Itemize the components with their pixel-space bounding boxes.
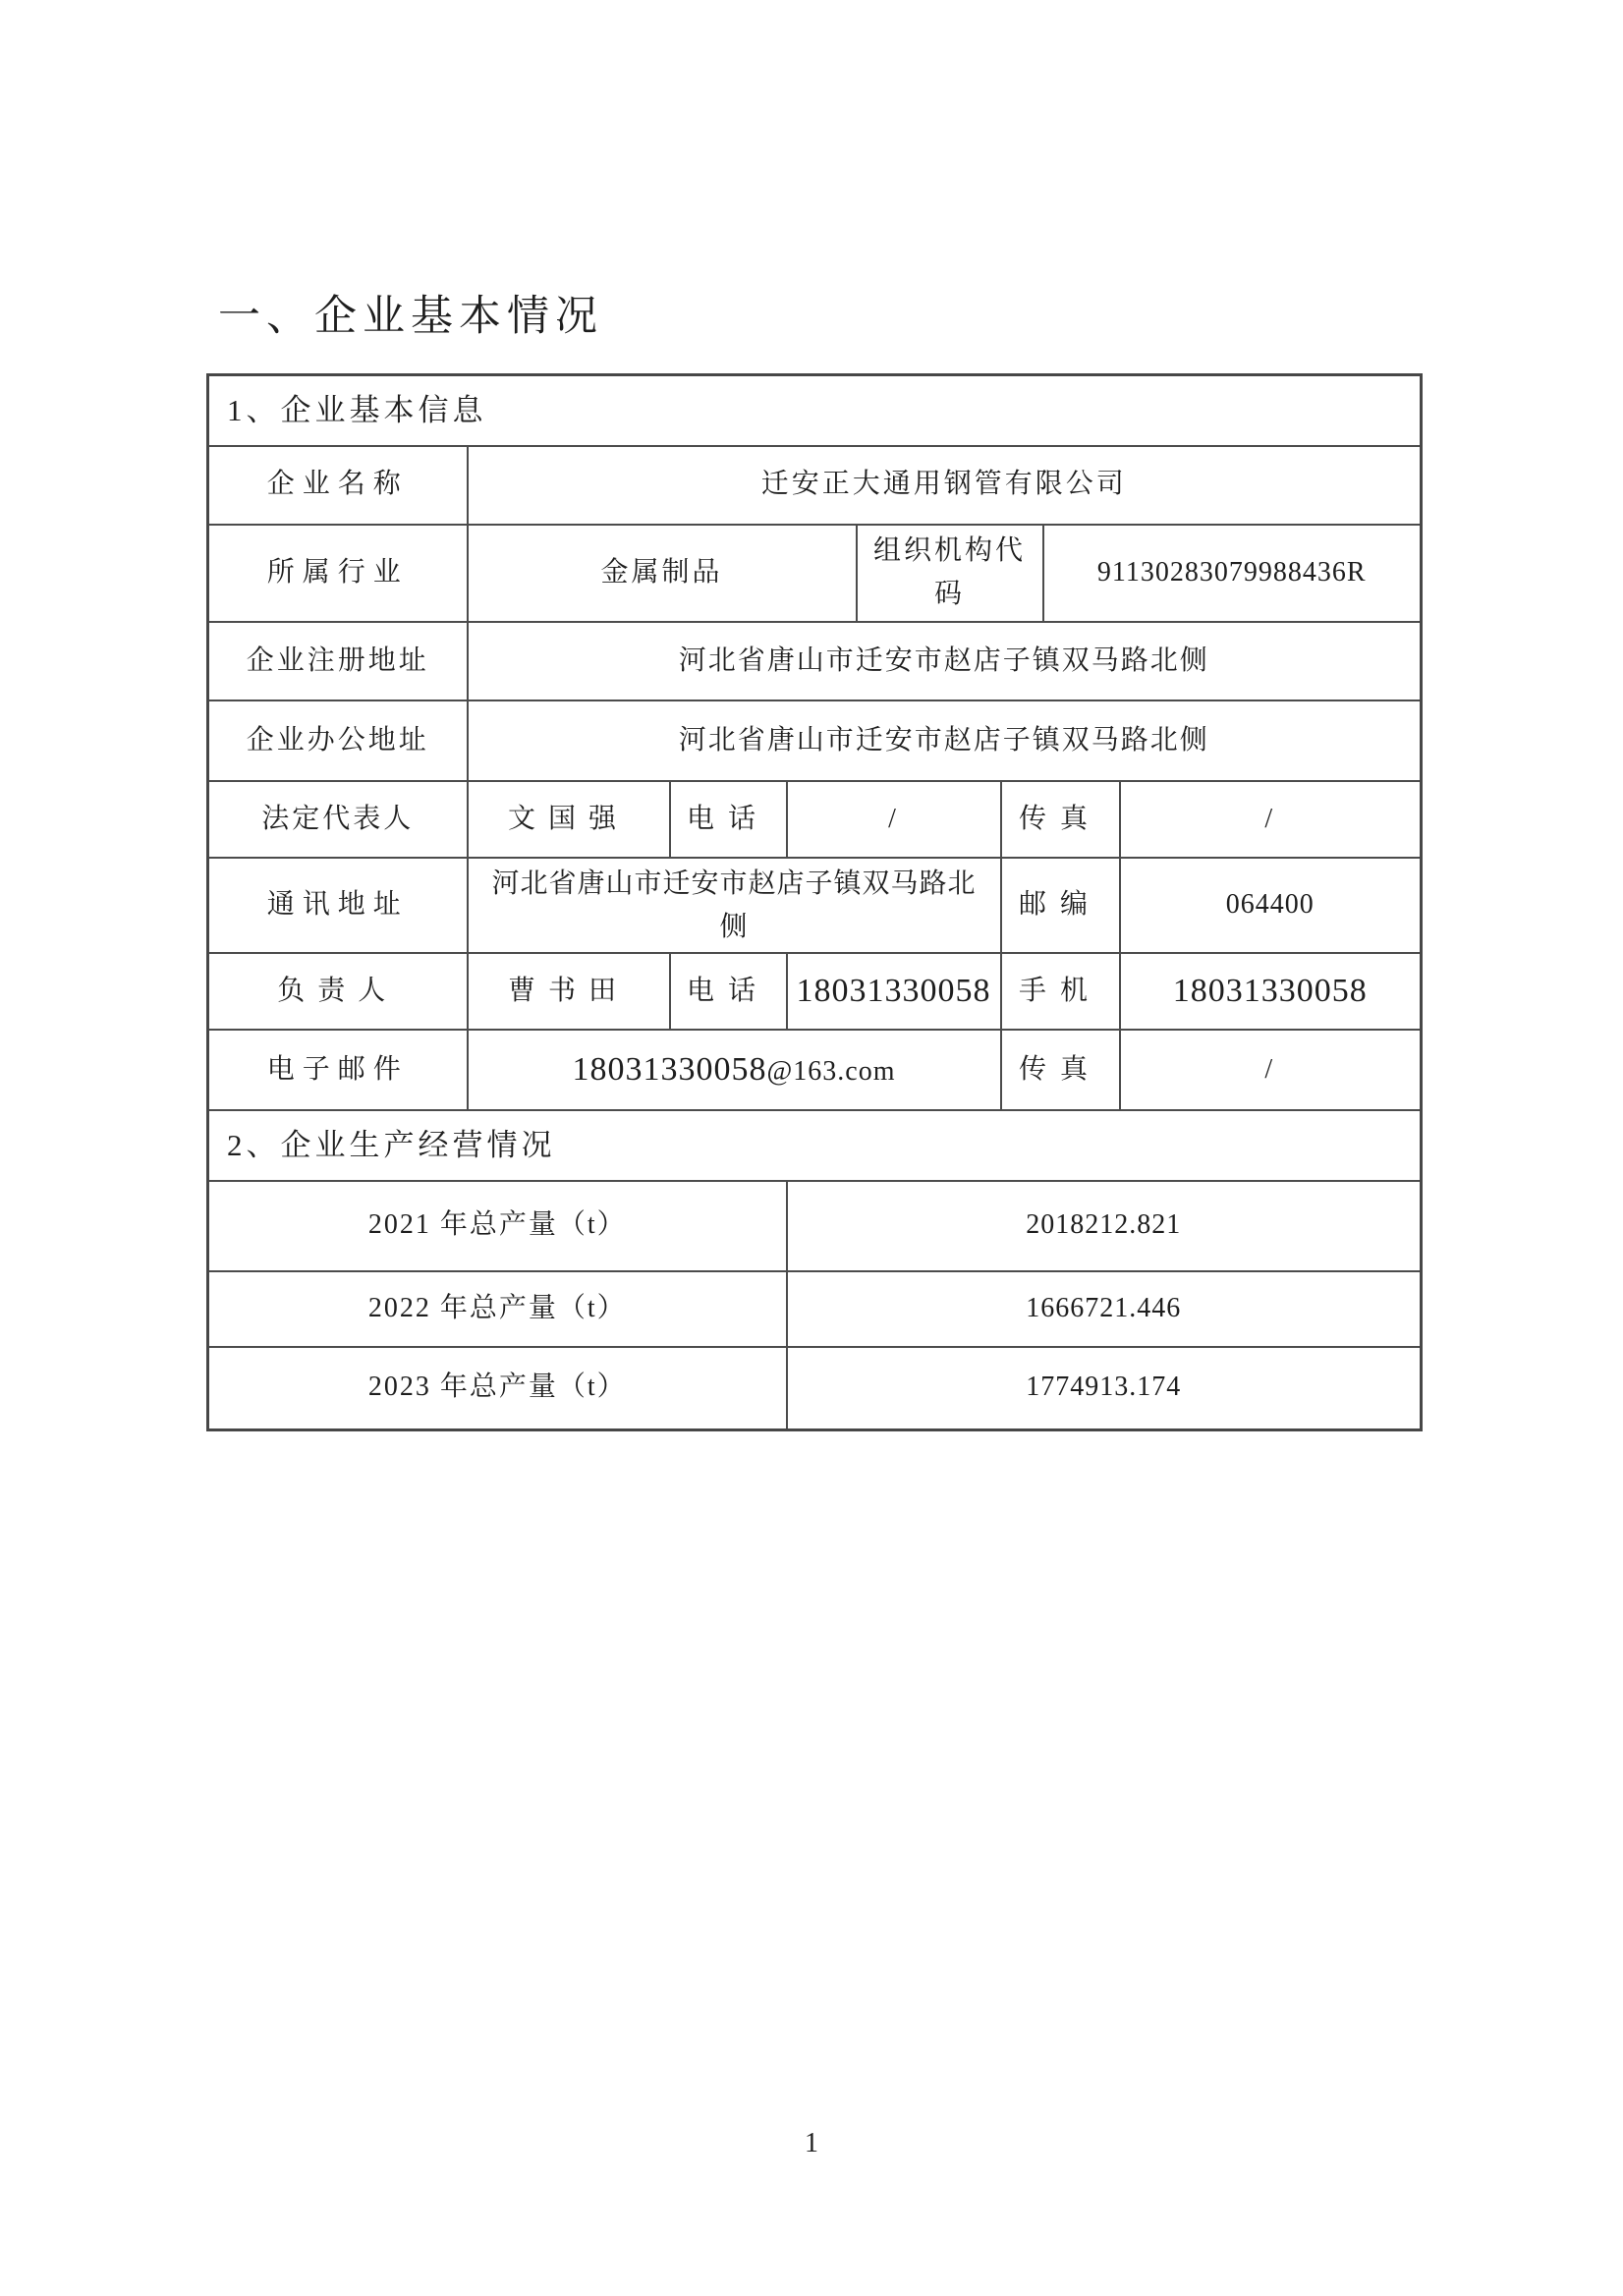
email-value — [468, 1030, 1001, 1110]
production-row-2022 — [208, 1271, 1422, 1347]
registered-address-label: 企业注册地址 — [208, 622, 468, 700]
responsible-person-label: 负责人 — [208, 953, 468, 1030]
industry-value: 金属制品 — [468, 525, 857, 623]
email-fax-label: 传真 — [1001, 1030, 1120, 1110]
org-code-label: 组织机构代码 — [857, 525, 1043, 623]
legal-rep-fax-value: / — [1120, 781, 1422, 858]
production-2021-value: 2018212.821 — [787, 1181, 1422, 1271]
responsible-phone-label: 电话 — [670, 953, 787, 1030]
industry-label: 所属行业 — [208, 525, 468, 623]
mobile-value: 18031330058 — [1120, 953, 1422, 1030]
org-code-value: 91130283079988436R — [1043, 525, 1422, 623]
enterprise-info-table — [206, 373, 1423, 1431]
registered-address-row — [208, 622, 1422, 700]
legal-rep-phone-value: / — [787, 781, 1001, 858]
company-name-row — [208, 446, 1422, 525]
email-row — [208, 1030, 1422, 1110]
legal-representative-label: 法定代表人 — [208, 781, 468, 858]
postcode-value: 064400 — [1120, 858, 1422, 953]
section-2-title: 2、企业生产经营情况 — [208, 1110, 1422, 1181]
industry-row — [208, 525, 1422, 623]
postcode-label: 邮编 — [1001, 858, 1120, 953]
email-local-part: 18031330058 — [572, 1050, 767, 1088]
legal-representative-value: 文国强 — [468, 781, 670, 858]
responsible-person-row — [208, 953, 1422, 1030]
section-2-header-row — [208, 1110, 1422, 1181]
production-row-2023 — [208, 1347, 1422, 1430]
section-1-header-row — [208, 375, 1422, 446]
mailing-address-value: 河北省唐山市迁安市赵店子镇双马路北侧 — [468, 858, 1001, 953]
email-domain-part: @163.com — [766, 1055, 896, 1087]
registered-address-value: 河北省唐山市迁安市赵店子镇双马路北侧 — [468, 622, 1422, 700]
email-fax-value: / — [1120, 1030, 1422, 1110]
responsible-phone-value: 18031330058 — [787, 953, 1001, 1030]
legal-rep-fax-label: 传真 — [1001, 781, 1120, 858]
office-address-label: 企业办公地址 — [208, 700, 468, 781]
office-address-row — [208, 700, 1422, 781]
legal-representative-row — [208, 781, 1422, 858]
production-2023-value: 1774913.174 — [787, 1347, 1422, 1430]
mailing-address-label: 通讯地址 — [208, 858, 468, 953]
company-name-label: 企业名称 — [208, 446, 468, 525]
email-label: 电子邮件 — [208, 1030, 468, 1110]
production-2023-label: 2023 年总产量（t） — [208, 1347, 787, 1430]
responsible-person-value: 曹书田 — [468, 953, 670, 1030]
company-name-value: 迁安正大通用钢管有限公司 — [468, 446, 1422, 525]
production-2021-label: 2021 年总产量（t） — [208, 1181, 787, 1271]
section-1-title: 1、企业基本信息 — [208, 375, 1422, 446]
production-row-2021 — [208, 1181, 1422, 1271]
production-2022-value: 1666721.446 — [787, 1271, 1422, 1347]
office-address-value: 河北省唐山市迁安市赵店子镇双马路北侧 — [468, 700, 1422, 781]
page-title: 一、企业基本情况 — [218, 294, 603, 340]
page-number: 1 — [805, 2128, 818, 2158]
legal-rep-phone-label: 电话 — [670, 781, 787, 858]
mailing-address-row — [208, 858, 1422, 953]
mobile-label: 手机 — [1001, 953, 1120, 1030]
production-2022-label: 2022 年总产量（t） — [208, 1271, 787, 1347]
